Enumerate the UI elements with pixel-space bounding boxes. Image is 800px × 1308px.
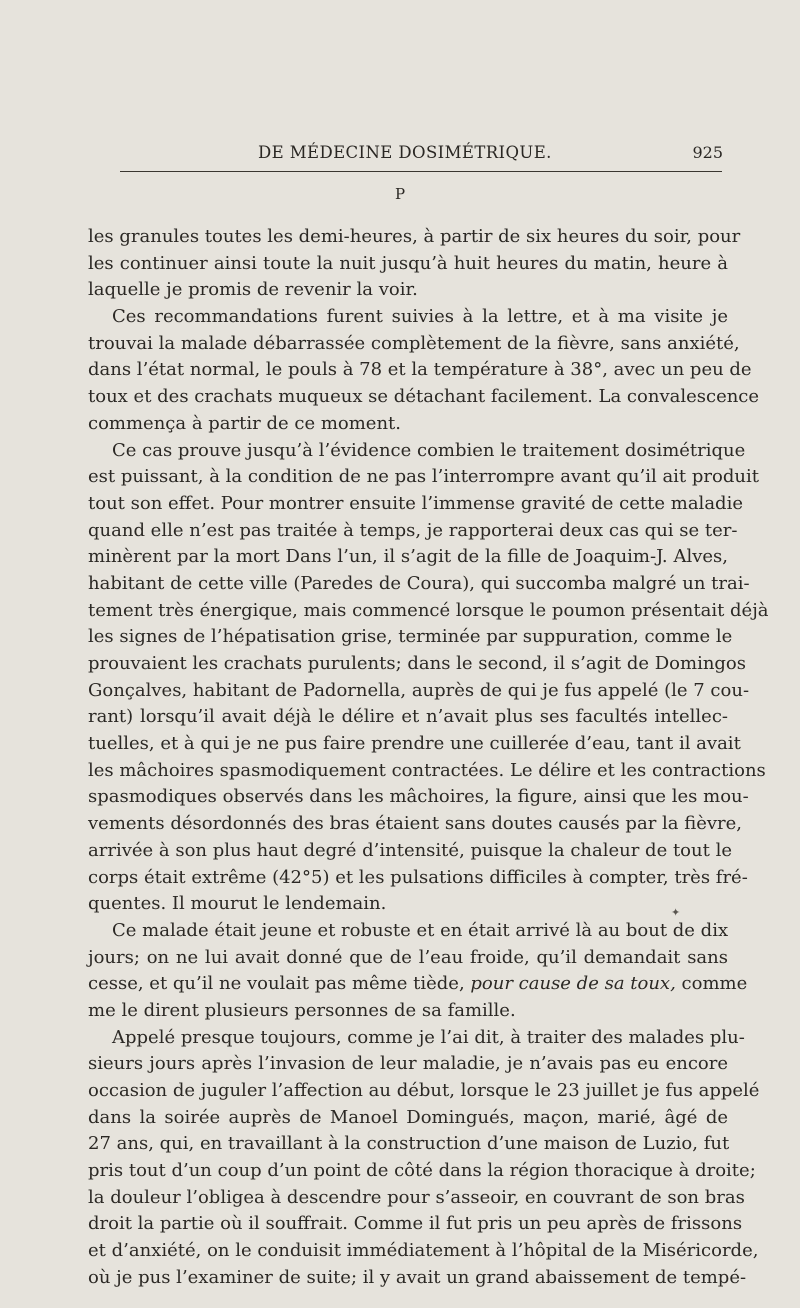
text-line: les signes de l’hépatisation grise, terminée par suppuration, comme le bbox=[88, 626, 733, 648]
text-line: est puissant, à la condition de ne pas l’interrompre avant qu’il ait produit bbox=[88, 466, 759, 488]
text-line: corps était extrême (42°5) et les pulsations difficiles à compter, très fré- bbox=[88, 866, 748, 888]
text-line: les continuer ainsi toute la nuit jusqu’à huit heures du matin, heure à bbox=[88, 252, 728, 274]
text-line: tuelles, et à qui je ne pus faire prendre une cuillerée d’eau, tant il avait bbox=[88, 733, 741, 755]
text-line: me le dirent plusieurs personnes de sa famille. bbox=[88, 999, 516, 1021]
text-line: Ces recommandations furent suivies à la lettre, et à ma visite je bbox=[112, 306, 728, 328]
text-line: trouvai la malade débarrassée complètement de la fièvre, sans anxiété, bbox=[88, 332, 740, 354]
text-line: et d’anxiété, on le conduisit immédiatement à l’hôpital de la Miséricorde, bbox=[88, 1240, 759, 1262]
text-line: habitant de cette ville (Paredes de Coura), qui succomba malgré un trai- bbox=[88, 572, 750, 594]
text-line: sieurs jours après l’invasion de leur maladie, je n’avais pas eu encore bbox=[88, 1053, 728, 1075]
page-number: 925 bbox=[692, 143, 723, 162]
text-line: laquelle je promis de revenir la voir. bbox=[88, 279, 418, 301]
page-header bbox=[120, 143, 723, 167]
text-line: tement très énergique, mais commencé lorsque le poumon présentait déjà bbox=[88, 599, 769, 621]
stray-ink-mark: ✦ bbox=[671, 906, 681, 919]
text-line: la douleur l’obligea à descendre pour s’asseoir, en couvrant de son bras bbox=[88, 1186, 745, 1208]
text-line: jours; on ne lui avait donné que de l’eau froide, qu’il demandait sans bbox=[88, 946, 728, 968]
text-line: dans l’état normal, le pouls à 78 et la température à 38°, avec un peu de bbox=[88, 359, 752, 381]
text-line: droit la partie où il souffrait. Comme il fut pris un peu après de frissons bbox=[88, 1213, 743, 1235]
text-line: toux et des crachats muqueux se détachant facilement. La convalescence bbox=[88, 386, 760, 408]
header-rule bbox=[120, 171, 722, 172]
text-line: occasion de juguler l’affection au début, lorsque le 23 juillet je fus appelé bbox=[88, 1080, 760, 1101]
text-line: Appelé presque toujours, comme je l’ai dit, à traiter des malades plu- bbox=[112, 1026, 745, 1048]
text-line: les granules toutes les demi-heures, à partir de six heures du soir, pour bbox=[88, 226, 741, 247]
text-line: tout son effet. Pour montrer ensuite l’immense gravité de cette maladie bbox=[88, 492, 743, 514]
text-line: vements désordonnés des bras étaient sans doutes causés par la fièvre, bbox=[88, 813, 743, 835]
text-line: Ce malade était jeune et robuste et en était arrivé là au bout de dix bbox=[112, 919, 729, 941]
text-line: 27 ans, qui, en travaillant à la construction d’une maison de Luzio, fut bbox=[88, 1133, 730, 1155]
text-line: quentes. Il mourut le lendemain. bbox=[88, 893, 387, 915]
text-line bbox=[88, 971, 748, 998]
text-line: rant) lorsqu’il avait déjà le délire et n’avait plus ses facultés intellec- bbox=[88, 706, 728, 728]
text-segment: cesse, et qu’il ne voulait pas même tiède, bbox=[88, 973, 471, 995]
text-line: dans la soirée auprès de Manoel Domingués, maçon, marié, âgé de bbox=[88, 1106, 728, 1128]
text-line: Ce cas prouve jusqu’à l’évidence combien le traitement dosimétrique bbox=[112, 439, 746, 461]
text-line: les mâchoires spasmodiquement contractées. Le délire et les contractions bbox=[88, 759, 766, 781]
text-segment: comme bbox=[675, 973, 748, 995]
text-line: où je pus l’examiner de suite; il y avait un grand abaissement de tempé- bbox=[88, 1266, 747, 1288]
signature-mark: P bbox=[394, 185, 406, 203]
body-text bbox=[88, 224, 769, 1292]
text-line: quand elle n’est pas traitée à temps, je rapporterai deux cas qui se ter- bbox=[88, 519, 738, 541]
text-line: arrivée à son plus haut degré d’intensité, puisque la chaleur de tout le bbox=[88, 839, 732, 861]
text-line: commença à partir de ce moment. bbox=[88, 412, 401, 434]
italic-text-segment: pour cause de sa toux, bbox=[470, 973, 676, 995]
text-line: minèrent par la mort Dans l’un, il s’agit de la fille de Joaquim-J. Alves, bbox=[88, 546, 728, 568]
running-title: DE MÉDECINE DOSIMÉTRIQUE. bbox=[258, 143, 552, 162]
text-line: pris tout d’un coup d’un point de côté dans la région thoracique à droite; bbox=[88, 1160, 756, 1182]
text-line: spasmodiques observés dans les mâchoires, la figure, ainsi que les mou- bbox=[88, 786, 749, 808]
text-line: prouvaient les crachats purulents; dans le second, il s’agit de Domingos bbox=[88, 653, 747, 674]
text-line: Gonçalves, habitant de Padornella, auprès de qui je fus appelé (le 7 cou- bbox=[88, 679, 750, 701]
